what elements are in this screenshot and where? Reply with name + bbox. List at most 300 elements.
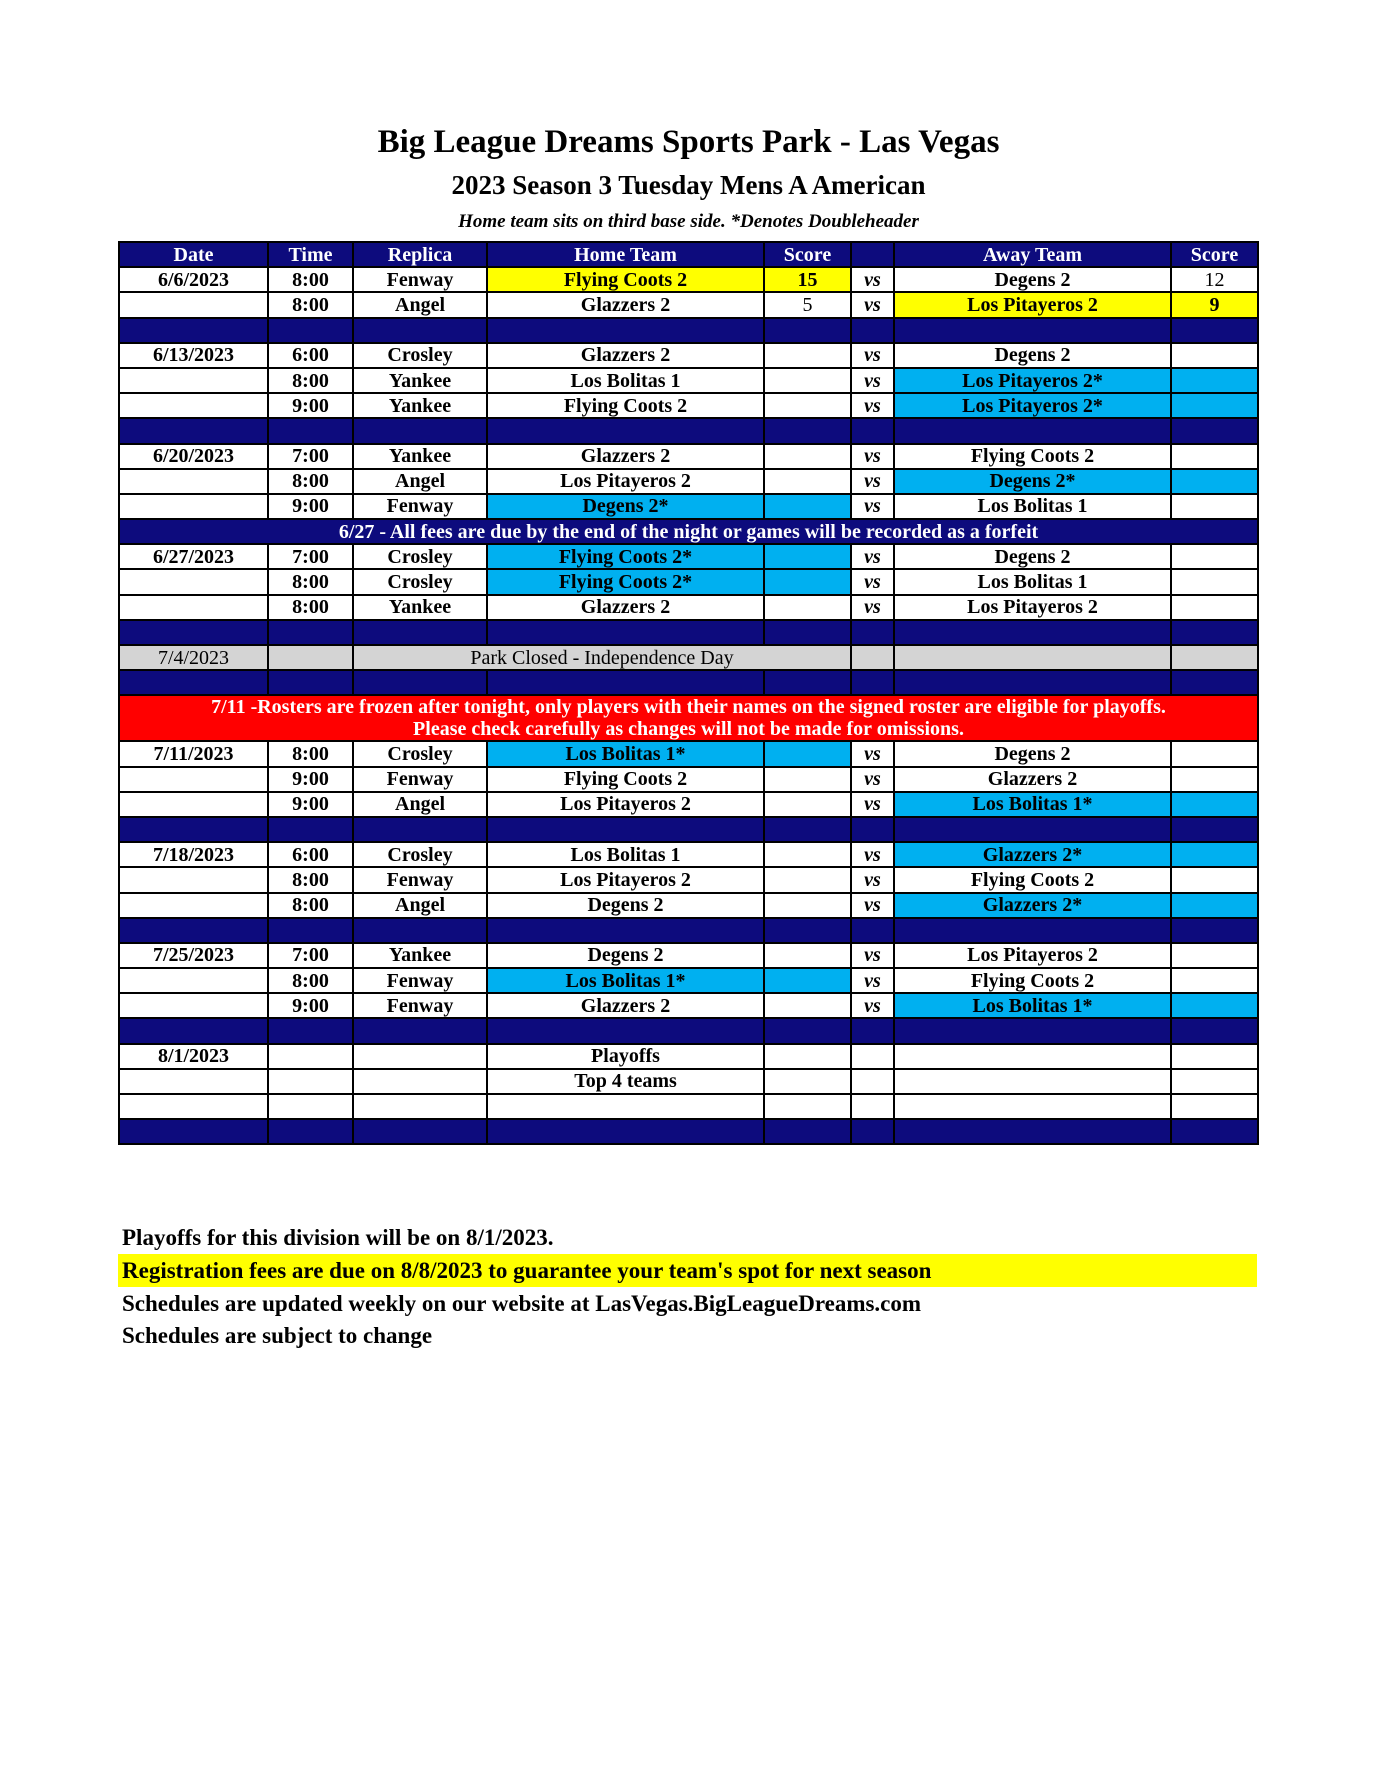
game-row — [119, 393, 1258, 418]
game-time: 6:00 — [268, 842, 353, 867]
away-team: Los Pitayeros 2 — [894, 943, 1171, 968]
playoffs-note: Playoffs for this division will be on 8/1/2023. — [122, 1225, 554, 1250]
doubleheader-note: Home team sits on third base side. *Denotes Doubleheader — [458, 211, 919, 232]
game-row — [119, 569, 1258, 594]
separator-cell — [851, 1119, 894, 1144]
home-score — [764, 893, 851, 918]
separator-cell — [487, 670, 764, 695]
change-note: Schedules are subject to change — [122, 1323, 433, 1348]
home-score — [764, 595, 851, 620]
home-score — [764, 767, 851, 792]
separator-cell — [353, 817, 487, 842]
separator-cell — [119, 670, 268, 695]
empty-cell — [851, 1044, 894, 1069]
game-time: 7:00 — [268, 544, 353, 569]
separator-cell — [268, 418, 353, 443]
game-time: 8:00 — [268, 292, 353, 317]
empty-cell — [894, 645, 1171, 670]
separator-row — [119, 918, 1258, 943]
separator-cell — [764, 918, 851, 943]
away-team: Los Pitayeros 2 — [894, 595, 1171, 620]
home-team: Degens 2 — [487, 893, 764, 918]
separator-cell — [1171, 620, 1258, 645]
separator-cell — [1171, 318, 1258, 343]
home-team: Flying Coots 2 — [487, 393, 764, 418]
separator-cell — [119, 418, 268, 443]
home-team: Flying Coots 2* — [487, 544, 764, 569]
home-score — [764, 993, 851, 1018]
col-home-team: Home Team — [487, 242, 764, 267]
away-score — [1171, 569, 1258, 594]
separator-row — [119, 670, 1258, 695]
game-date — [119, 292, 268, 317]
separator-cell — [764, 318, 851, 343]
col-home-score: Score — [764, 242, 851, 267]
game-date: 7/18/2023 — [119, 842, 268, 867]
away-team: Glazzers 2* — [894, 893, 1171, 918]
game-date — [119, 968, 268, 993]
home-score: 15 — [764, 267, 851, 292]
empty-cell — [764, 1044, 851, 1069]
separator-cell — [764, 620, 851, 645]
game-field: Crosley — [353, 569, 487, 594]
separator-cell — [268, 1018, 353, 1043]
away-team: Glazzers 2* — [894, 842, 1171, 867]
away-team: Flying Coots 2 — [894, 968, 1171, 993]
vs-label: vs — [851, 368, 894, 393]
separator-cell — [487, 418, 764, 443]
empty-cell — [851, 1069, 894, 1094]
vs-label: vs — [851, 993, 894, 1018]
separator-cell — [764, 418, 851, 443]
game-time: 8:00 — [268, 569, 353, 594]
vs-label: vs — [851, 842, 894, 867]
game-row — [119, 741, 1258, 766]
away-team: Flying Coots 2 — [894, 867, 1171, 892]
game-row — [119, 267, 1258, 292]
away-score — [1171, 842, 1258, 867]
col-vs — [851, 242, 894, 267]
away-score — [1171, 368, 1258, 393]
game-row — [119, 993, 1258, 1018]
game-time: 8:00 — [268, 741, 353, 766]
separator-cell — [487, 918, 764, 943]
game-date — [119, 494, 268, 519]
game-field: Angel — [353, 292, 487, 317]
away-score — [1171, 544, 1258, 569]
col-time: Time — [268, 242, 353, 267]
separator-cell — [764, 817, 851, 842]
home-score — [764, 569, 851, 594]
vs-label: vs — [851, 267, 894, 292]
separator-cell — [1171, 817, 1258, 842]
separator-cell — [487, 1018, 764, 1043]
separator-row — [119, 418, 1258, 443]
empty-cell — [894, 1094, 1171, 1119]
empty-cell — [894, 1044, 1171, 1069]
away-score — [1171, 792, 1258, 817]
away-team: Los Pitayeros 2 — [894, 292, 1171, 317]
game-row — [119, 842, 1258, 867]
separator-cell — [119, 817, 268, 842]
home-score — [764, 968, 851, 993]
away-team: Degens 2 — [894, 741, 1171, 766]
away-score — [1171, 867, 1258, 892]
home-score — [764, 544, 851, 569]
game-date — [119, 792, 268, 817]
separator-cell — [487, 318, 764, 343]
game-date: 6/13/2023 — [119, 343, 268, 368]
game-field: Fenway — [353, 267, 487, 292]
roster-alert-line1: 7/11 -Rosters are frozen after tonight, only players with their names on the signed roster are eligible for playoffs. — [211, 696, 1166, 719]
game-date: 8/1/2023 — [119, 1044, 268, 1069]
game-field: Yankee — [353, 368, 487, 393]
page-title: Big League Dreams Sports Park - Las Vegas — [377, 124, 1000, 160]
game-field: Yankee — [353, 393, 487, 418]
game-row — [119, 368, 1258, 393]
vs-label: vs — [851, 292, 894, 317]
game-time: 7:00 — [268, 943, 353, 968]
away-team: Los Bolitas 1 — [894, 494, 1171, 519]
separator-cell — [353, 1018, 487, 1043]
separator-cell — [119, 918, 268, 943]
separator-cell — [851, 318, 894, 343]
fees-notice: 6/27 - All fees are due by the end of the night or games will be recorded as a forfeit — [119, 519, 1258, 544]
game-time: 8:00 — [268, 595, 353, 620]
away-team: Degens 2 — [894, 544, 1171, 569]
game-date — [119, 1094, 268, 1119]
separator-cell — [764, 1119, 851, 1144]
game-row — [119, 469, 1258, 494]
col-replica: Replica — [353, 242, 487, 267]
closed-notice: Park Closed - Independence Day — [353, 645, 851, 670]
separator-cell — [119, 1018, 268, 1043]
col-date: Date — [119, 242, 268, 267]
empty-cell — [1171, 645, 1258, 670]
home-score — [764, 943, 851, 968]
away-team: Flying Coots 2 — [894, 444, 1171, 469]
home-team: Degens 2* — [487, 494, 764, 519]
empty-cell — [1171, 1069, 1258, 1094]
separator-cell — [1171, 670, 1258, 695]
separator-row — [119, 1119, 1258, 1144]
empty-cell — [764, 1094, 851, 1119]
separator-cell — [894, 670, 1171, 695]
vs-label: vs — [851, 792, 894, 817]
game-date: 7/11/2023 — [119, 741, 268, 766]
separator-cell — [268, 620, 353, 645]
empty-cell — [851, 1094, 894, 1119]
home-score: 5 — [764, 292, 851, 317]
schedule-table — [118, 241, 1259, 1145]
separator-cell — [764, 670, 851, 695]
empty-cell — [268, 1069, 353, 1094]
game-time: 8:00 — [268, 968, 353, 993]
home-score — [764, 368, 851, 393]
game-field: Fenway — [353, 993, 487, 1018]
separator-cell — [894, 620, 1171, 645]
home-team: Flying Coots 2 — [487, 767, 764, 792]
closed-row — [119, 645, 1258, 670]
home-team: Los Pitayeros 2 — [487, 867, 764, 892]
game-field: Crosley — [353, 544, 487, 569]
vs-label: vs — [851, 444, 894, 469]
away-score — [1171, 968, 1258, 993]
game-date — [119, 569, 268, 594]
separator-cell — [119, 1119, 268, 1144]
home-score — [764, 842, 851, 867]
game-row — [119, 292, 1258, 317]
home-score — [764, 469, 851, 494]
empty-cell — [268, 1094, 353, 1119]
away-team: Los Pitayeros 2* — [894, 393, 1171, 418]
separator-cell — [1171, 1119, 1258, 1144]
vs-label: vs — [851, 767, 894, 792]
separator-cell — [1171, 1018, 1258, 1043]
game-field: Angel — [353, 893, 487, 918]
home-team: Los Pitayeros 2 — [487, 469, 764, 494]
vs-label: vs — [851, 968, 894, 993]
game-date — [119, 867, 268, 892]
game-time: 9:00 — [268, 494, 353, 519]
away-team: Los Bolitas 1 — [894, 569, 1171, 594]
home-team: Degens 2 — [487, 943, 764, 968]
fees-notice-row — [119, 519, 1258, 544]
home-team: Flying Coots 2* — [487, 569, 764, 594]
separator-cell — [268, 1119, 353, 1144]
game-time: 8:00 — [268, 267, 353, 292]
game-date: 6/20/2023 — [119, 444, 268, 469]
game-row — [119, 867, 1258, 892]
separator-cell — [487, 1119, 764, 1144]
empty-cell — [268, 1044, 353, 1069]
home-team: Flying Coots 2 — [487, 267, 764, 292]
empty-cell — [353, 1044, 487, 1069]
separator-cell — [353, 620, 487, 645]
game-row — [119, 943, 1258, 968]
vs-label: vs — [851, 494, 894, 519]
page-subtitle: 2023 Season 3 Tuesday Mens A American — [451, 170, 926, 200]
game-row — [119, 444, 1258, 469]
away-score — [1171, 893, 1258, 918]
home-team: Los Bolitas 1* — [487, 741, 764, 766]
home-score — [764, 867, 851, 892]
separator-cell — [894, 1018, 1171, 1043]
empty-cell — [353, 1094, 487, 1119]
separator-cell — [851, 918, 894, 943]
game-row — [119, 595, 1258, 620]
game-row — [119, 893, 1258, 918]
roster-alert-line2: Please check carefully as changes will not be made for omissions. — [413, 718, 964, 741]
game-field: Fenway — [353, 767, 487, 792]
separator-cell — [268, 817, 353, 842]
away-score — [1171, 741, 1258, 766]
separator-cell — [894, 318, 1171, 343]
website-note: Schedules are updated weekly on our website at LasVegas.BigLeagueDreams.com — [122, 1291, 922, 1316]
home-score — [764, 343, 851, 368]
separator-cell — [851, 620, 894, 645]
separator-cell — [268, 670, 353, 695]
game-row — [119, 968, 1258, 993]
empty-cell — [353, 1069, 487, 1094]
empty-cell — [851, 645, 894, 670]
game-time: 9:00 — [268, 993, 353, 1018]
game-date: 6/6/2023 — [119, 267, 268, 292]
game-row — [119, 494, 1258, 519]
away-team: Degens 2 — [894, 343, 1171, 368]
vs-label: vs — [851, 867, 894, 892]
separator-row — [119, 620, 1258, 645]
separator-cell — [268, 918, 353, 943]
game-field: Crosley — [353, 842, 487, 867]
home-score — [764, 792, 851, 817]
playoff-row — [119, 1069, 1258, 1094]
separator-cell — [851, 418, 894, 443]
separator-cell — [353, 418, 487, 443]
game-row — [119, 343, 1258, 368]
game-date — [119, 368, 268, 393]
home-score — [764, 444, 851, 469]
vs-label: vs — [851, 595, 894, 620]
separator-cell — [851, 817, 894, 842]
empty-cell — [268, 645, 353, 670]
away-score — [1171, 494, 1258, 519]
vs-label: vs — [851, 393, 894, 418]
home-team: Glazzers 2 — [487, 444, 764, 469]
home-team: Glazzers 2 — [487, 292, 764, 317]
game-time: 6:00 — [268, 343, 353, 368]
home-team: Glazzers 2 — [487, 343, 764, 368]
away-score — [1171, 943, 1258, 968]
away-score — [1171, 469, 1258, 494]
away-score: 9 — [1171, 292, 1258, 317]
game-field: Crosley — [353, 741, 487, 766]
game-time: 9:00 — [268, 792, 353, 817]
separator-cell — [894, 1119, 1171, 1144]
roster-alert-row — [119, 695, 1258, 741]
game-field: Angel — [353, 792, 487, 817]
col-away-score: Score — [1171, 242, 1258, 267]
col-away-team: Away Team — [894, 242, 1171, 267]
home-score — [764, 393, 851, 418]
game-time: 7:00 — [268, 444, 353, 469]
game-field: Yankee — [353, 595, 487, 620]
game-date: 7/4/2023 — [119, 645, 268, 670]
separator-cell — [851, 670, 894, 695]
game-date — [119, 595, 268, 620]
away-team: Los Bolitas 1* — [894, 792, 1171, 817]
home-team: Glazzers 2 — [487, 993, 764, 1018]
vs-label: vs — [851, 544, 894, 569]
away-team: Los Pitayeros 2* — [894, 368, 1171, 393]
home-team: Los Bolitas 1* — [487, 968, 764, 993]
game-time: 9:00 — [268, 393, 353, 418]
game-row — [119, 544, 1258, 569]
game-time: 8:00 — [268, 368, 353, 393]
separator-row — [119, 817, 1258, 842]
game-field: Yankee — [353, 444, 487, 469]
schedule-body — [119, 267, 1258, 1144]
away-score — [1171, 343, 1258, 368]
empty-cell — [1171, 1044, 1258, 1069]
game-field: Fenway — [353, 494, 487, 519]
separator-row — [119, 318, 1258, 343]
separator-cell — [487, 620, 764, 645]
empty-cell — [764, 1069, 851, 1094]
game-date — [119, 393, 268, 418]
separator-cell — [353, 1119, 487, 1144]
separator-cell — [353, 318, 487, 343]
home-team: Los Bolitas 1 — [487, 842, 764, 867]
game-date: 7/25/2023 — [119, 943, 268, 968]
game-row — [119, 792, 1258, 817]
separator-cell — [119, 620, 268, 645]
playoff-label: Playoffs — [487, 1044, 764, 1069]
playoff-label — [487, 1094, 764, 1119]
header-row — [119, 242, 1258, 267]
away-score — [1171, 993, 1258, 1018]
away-team: Degens 2 — [894, 267, 1171, 292]
home-team: Los Pitayeros 2 — [487, 792, 764, 817]
game-date — [119, 469, 268, 494]
roster-alert — [119, 695, 1258, 741]
away-score — [1171, 444, 1258, 469]
game-field: Angel — [353, 469, 487, 494]
vs-label: vs — [851, 943, 894, 968]
separator-cell — [1171, 918, 1258, 943]
playoff-label: Top 4 teams — [487, 1069, 764, 1094]
playoff-row — [119, 1044, 1258, 1069]
separator-cell — [764, 1018, 851, 1043]
separator-cell — [487, 817, 764, 842]
separator-cell — [851, 1018, 894, 1043]
away-score — [1171, 393, 1258, 418]
away-score — [1171, 767, 1258, 792]
home-team: Glazzers 2 — [487, 595, 764, 620]
empty-cell — [894, 1069, 1171, 1094]
game-date — [119, 993, 268, 1018]
away-team: Los Bolitas 1* — [894, 993, 1171, 1018]
playoff-row — [119, 1094, 1258, 1119]
separator-cell — [894, 817, 1171, 842]
vs-label: vs — [851, 893, 894, 918]
game-time: 9:00 — [268, 767, 353, 792]
game-date: 6/27/2023 — [119, 544, 268, 569]
separator-cell — [119, 318, 268, 343]
home-score — [764, 741, 851, 766]
separator-cell — [353, 918, 487, 943]
away-score — [1171, 595, 1258, 620]
vs-label: vs — [851, 343, 894, 368]
empty-cell — [1171, 1094, 1258, 1119]
game-date — [119, 893, 268, 918]
home-team: Los Bolitas 1 — [487, 368, 764, 393]
separator-cell — [894, 418, 1171, 443]
game-field: Fenway — [353, 968, 487, 993]
game-field: Crosley — [353, 343, 487, 368]
game-time: 8:00 — [268, 867, 353, 892]
separator-cell — [894, 918, 1171, 943]
away-team: Glazzers 2 — [894, 767, 1171, 792]
game-row — [119, 767, 1258, 792]
separator-cell — [268, 318, 353, 343]
separator-cell — [353, 670, 487, 695]
game-date — [119, 767, 268, 792]
vs-label: vs — [851, 469, 894, 494]
registration-note: Registration fees are due on 8/8/2023 to guarantee your team's spot for next season — [118, 1254, 1257, 1287]
home-score — [764, 494, 851, 519]
game-time: 8:00 — [268, 469, 353, 494]
